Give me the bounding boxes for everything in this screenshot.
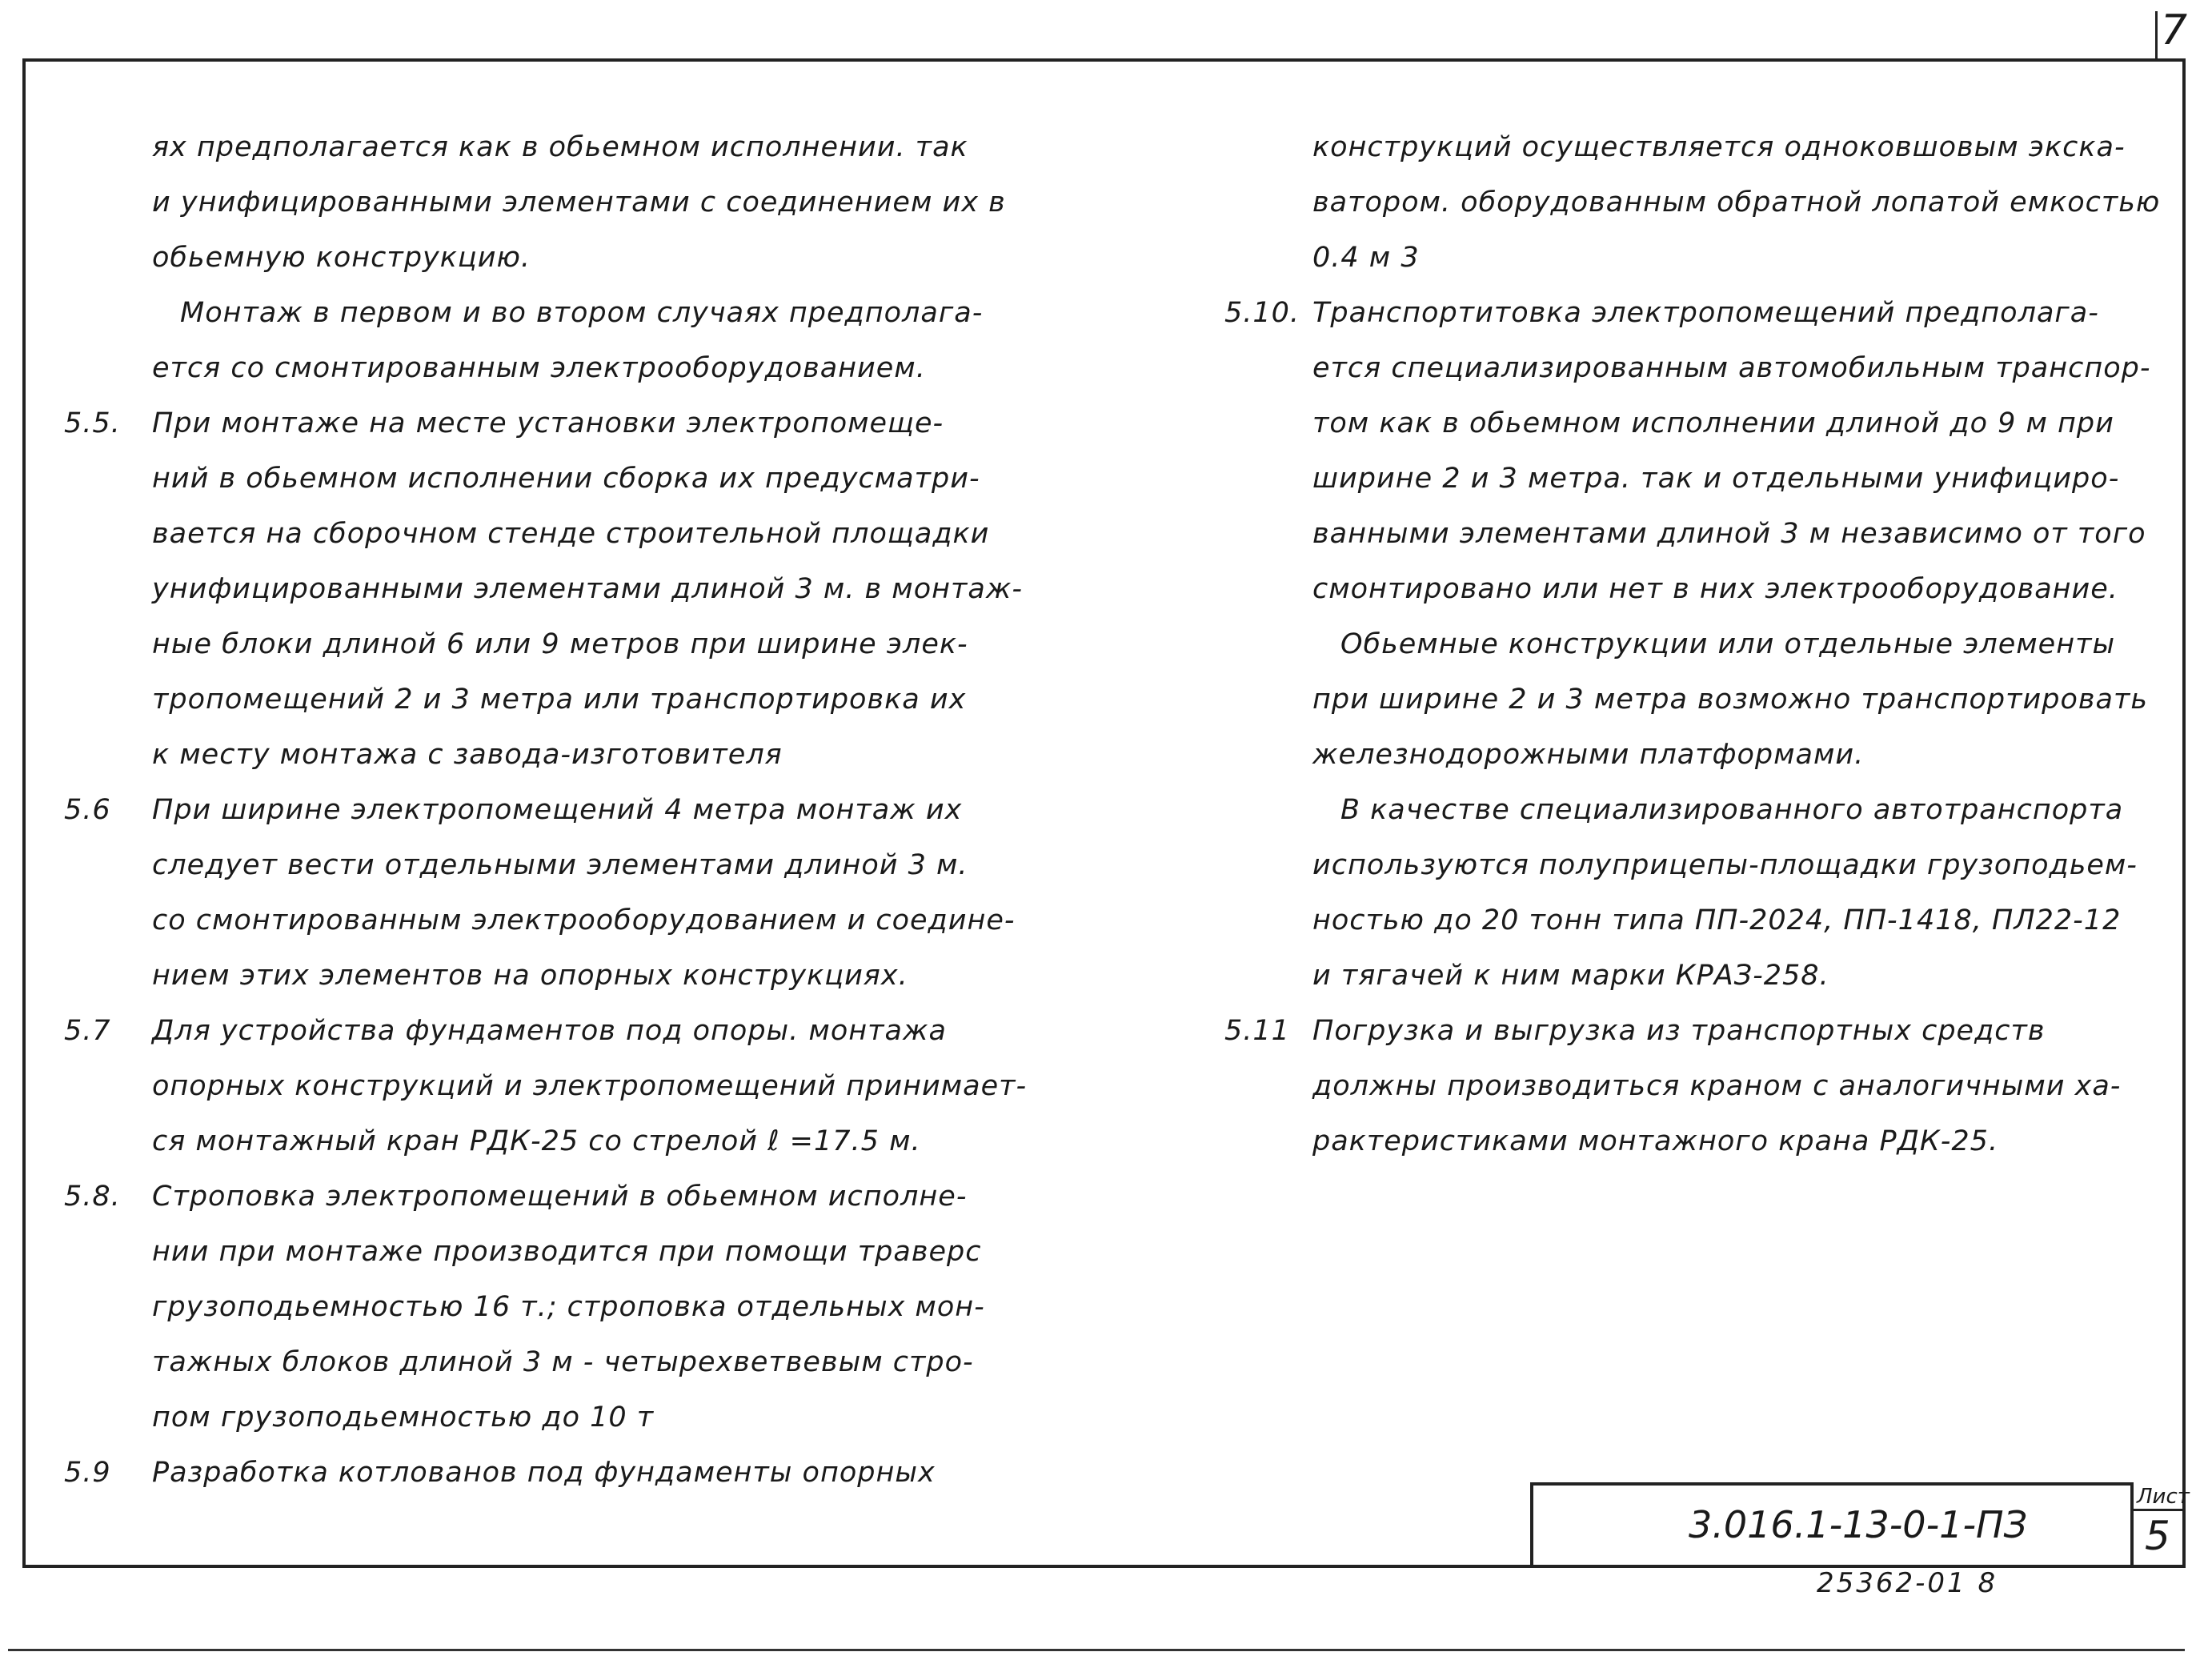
text-line: Погрузка и выгрузка из транспортных средств — [1312, 1015, 2046, 1047]
paragraph — [64, 120, 1006, 286]
clause-number: 5.10. — [1224, 297, 1300, 329]
sheet-box-divider — [2130, 1509, 2182, 1511]
paragraph — [64, 1169, 992, 1445]
paragraph — [64, 1445, 992, 1501]
clause-number: 5.5. — [64, 407, 121, 439]
text-line: при ширине 2 и 3 метра возможно транспортировать — [1312, 684, 2148, 716]
text-line: вается на сборочном стенде строительной площадки — [152, 518, 990, 550]
text-line: том как в обьемном исполнении длиной до 9 м при — [1312, 407, 2114, 439]
corner-tick — [2155, 11, 2158, 59]
text-line: опорных конструкций и электропомещений принимает- — [152, 1070, 1028, 1102]
text-line: ется специализированным автомобильным транспор- — [1312, 352, 2151, 384]
text-line: 0.4 м 3 — [1312, 242, 1420, 274]
text-line: Монтаж в первом и во втором случаях предполага- — [180, 297, 984, 329]
clause-number: 5.8. — [64, 1181, 121, 1213]
paragraph — [64, 1004, 1028, 1169]
page-corner-number: 7 — [2161, 6, 2188, 54]
text-line: к месту монтажа с завода-изготовителя — [152, 739, 783, 771]
text-line: и унифицированными элементами с соединением их в — [152, 186, 1006, 219]
text-line: ные блоки длиной 6 или 9 метров при ширине элек- — [152, 628, 968, 660]
text-line: железнодорожными платформами. — [1312, 739, 1865, 771]
text-line: должны производиться краном с аналогичными ха- — [1312, 1070, 2122, 1102]
text-line: рактеристиками монтажного крана РДК-25. — [1312, 1125, 1999, 1157]
text-line: со смонтированным электрооборудованием и соедине- — [152, 904, 1016, 936]
text-line: нии при монтаже производится при помощи траверс — [152, 1236, 982, 1268]
paragraph — [1224, 617, 2148, 783]
text-line: тропомещений 2 и 3 метра или транспортировка их — [152, 684, 967, 716]
text-line: Разработка котлованов под фундаменты опорных — [152, 1457, 936, 1489]
text-line: При ширине электропомещений 4 метра монтаж их — [152, 794, 963, 826]
text-line: унифицированными элементами длиной 3 м. в монтаж- — [152, 573, 1023, 605]
document-code: 3.016.1-13-0-1-ПЗ — [1689, 1503, 2028, 1546]
sheet-number: 5 — [2145, 1513, 2170, 1559]
clause-number: 5.7 — [64, 1015, 111, 1047]
clause-number: 5.11 — [1224, 1015, 1290, 1047]
paragraph — [64, 783, 1016, 1004]
text-line: Обьемные конструкции или отдельные элементы — [1340, 628, 2116, 660]
text-line: ностью до 20 тонн типа ПП-2024, ПП-1418, ПЛ22-12 — [1312, 904, 2122, 936]
archive-number: 25362-01 8 — [1817, 1567, 1998, 1599]
text-line: ется со смонтированным электрооборудованием. — [152, 352, 926, 384]
text-line: пом грузоподьемностью до 10 т — [152, 1401, 655, 1433]
paragraph — [1224, 120, 2161, 286]
text-line: нием этих элементов на опорных конструкциях. — [152, 960, 908, 992]
text-line: грузоподьемностью 16 т.; строповка отдельных мон- — [152, 1291, 985, 1323]
right-column — [1224, 120, 2161, 1169]
clause-number: 5.6 — [64, 794, 111, 826]
clause-number: 5.9 — [64, 1457, 111, 1489]
paragraph — [1224, 783, 2138, 1004]
text-line: ний в обьемном исполнении сборка их предусматри- — [152, 463, 980, 495]
text-line: Строповка электропомещений в обьемном исполне- — [152, 1181, 968, 1213]
text-line: Транспортитовка электропомещений предполага- — [1312, 297, 2099, 329]
text-line: ширине 2 и 3 метра. так и отдельными унифициро- — [1312, 463, 2120, 495]
text-line: конструкций осуществляется одноковшовым экска- — [1312, 131, 2126, 163]
text-line: ся монтажный кран РДК-25 со стрелой ℓ =17.5 м. — [152, 1125, 921, 1157]
text-line: смонтировано или нет в них электрооборудование. — [1312, 573, 2118, 605]
paragraph — [1224, 286, 2151, 617]
text-line: и тягачей к ним марки КРАЗ-258. — [1312, 960, 1829, 992]
text-line: тажных блоков длиной 3 м - четырехветвевым стро- — [152, 1346, 974, 1378]
text-line: ватором. оборудованным обратной лопатой емкостью — [1312, 186, 2161, 219]
text-line: При монтаже на месте установки электропомеще- — [152, 407, 944, 439]
text-line: следует вести отдельными элементами длиной 3 м. — [152, 849, 968, 881]
text-line: ях предполагается как в обьемном исполнении. так — [152, 131, 968, 163]
paragraph — [64, 396, 1023, 783]
text-line: ванными элементами длиной 3 м независимо от того — [1312, 518, 2146, 550]
text-line: В качестве специализированного автотранспорта — [1340, 794, 2124, 826]
bottom-rule — [8, 1649, 2185, 1651]
left-column — [64, 120, 1028, 1501]
paragraph — [1224, 1004, 2129, 1169]
paragraph — [64, 286, 992, 396]
text-line: Для устройства фундаментов под опоры. монтажа — [152, 1015, 947, 1047]
sheet-label: Лист — [2137, 1485, 2190, 1509]
text-line: используются полуприцепы-площадки грузоподьем- — [1312, 849, 2138, 881]
text-line: обьемную конструкцию. — [152, 242, 531, 274]
